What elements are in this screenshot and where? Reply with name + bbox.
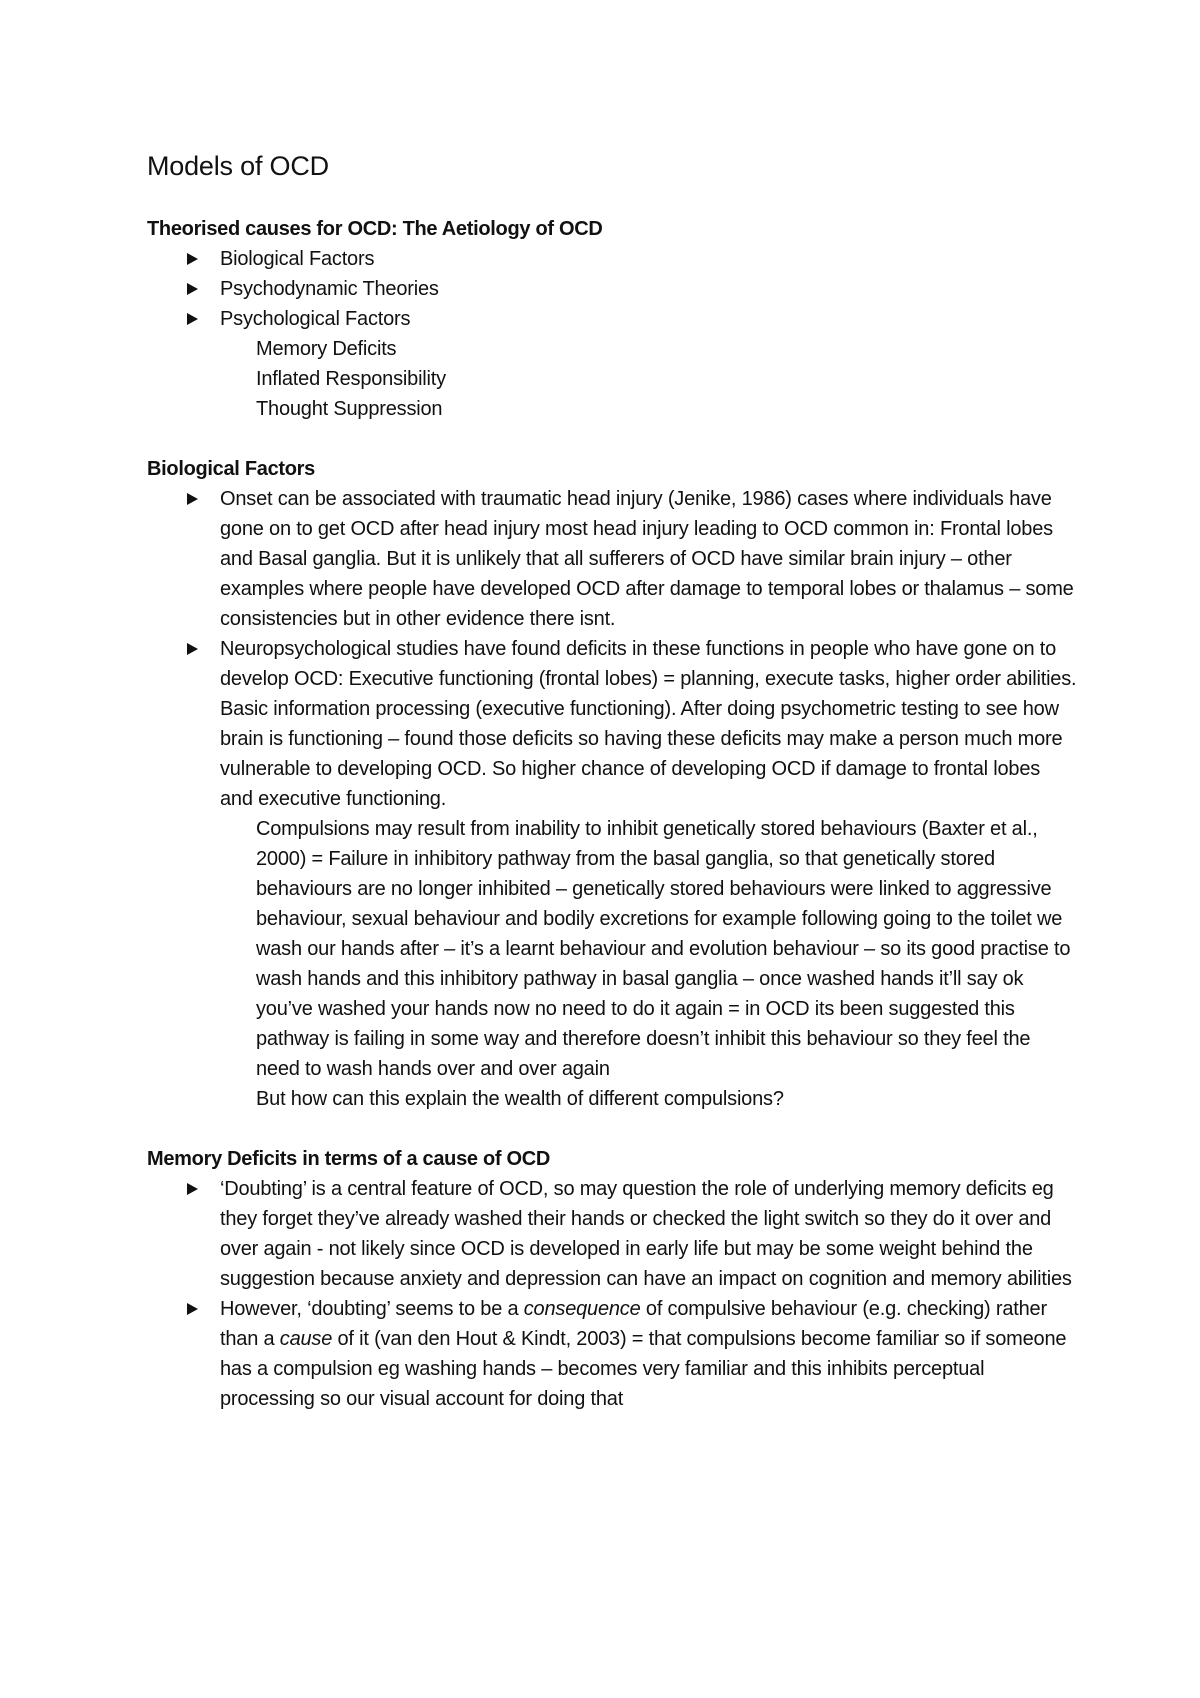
memory-heading: Memory Deficits in terms of a cause of OCD bbox=[147, 1148, 551, 1170]
aetiology-section bbox=[147, 214, 1077, 424]
list-item-text: Biological Factors bbox=[220, 248, 375, 270]
aetiology-heading: Theorised causes for OCD: The Aetiology of OCD bbox=[147, 218, 603, 240]
list-item bbox=[147, 1294, 1077, 1414]
list-item-text: Onset can be associated with traumatic head injury (Jenike, 1986) cases where individuals have gone on to get OCD after head injury most head injury leading to OCD common in: Frontal lobes and Basal ganglia. But it is unlikely that all sufferers of OCD have similar brain injury – other examples where people have developed OCD after damage to temporal lobes or thalamus – some consistencies but in other evidence there isnt. bbox=[220, 488, 1074, 630]
list-item bbox=[147, 1174, 1077, 1294]
sub-item: Thought Suppression bbox=[256, 398, 443, 420]
list-item bbox=[147, 634, 1077, 814]
list-item bbox=[147, 274, 1077, 304]
page-title: Models of OCD bbox=[147, 151, 329, 181]
arrow-bullet-icon bbox=[187, 304, 201, 334]
arrow-bullet-icon bbox=[187, 274, 201, 304]
list-item-text bbox=[220, 1298, 1066, 1410]
list-item-text: Psychodynamic Theories bbox=[220, 278, 439, 300]
emphasis-text: cause bbox=[279, 1328, 333, 1350]
arrow-bullet-icon bbox=[187, 244, 201, 274]
biological-section bbox=[147, 454, 1077, 1114]
text-run: However, ‘doubting’ seems to be a bbox=[220, 1298, 524, 1320]
sub-paragraph: But how can this explain the wealth of different compulsions? bbox=[256, 1088, 784, 1110]
list-item-text: ‘Doubting’ is a central feature of OCD, so may question the role of underlying memory deficits eg they forget they’ve already washed their hands or checked the light switch so they do it over and over again - not likely since OCD is developed in early life but may be some weight behind the suggestion because anxiety and depression can have an impact on cognition and memory abilities bbox=[220, 1178, 1072, 1290]
text-run: of compulsive behaviour (e.g. checking) rather than a bbox=[220, 1298, 1047, 1350]
document-page bbox=[147, 148, 1077, 1414]
sub-item: Memory Deficits bbox=[256, 338, 397, 360]
sub-paragraph: Compulsions may result from inability to inhibit genetically stored behaviours (Baxter et al., 2000) = Failure in inhibitory pathway from the basal ganglia, so that genetically stored behaviours are no longer inhibited – genetically stored behaviours were linked to aggressive behaviour, sexual behaviour and bodily excretions for example following going to the toilet we wash our hands after – it’s a learnt behaviour and evolution behaviour – so its good practise to wash hands and this inhibitory pathway in basal ganglia – once washed hands it’ll say ok you’ve washed your hands now no need to do it again = in OCD its been suggested this pathway is failing in some way and therefore doesn’t inhibit this behaviour so they feel the need to wash hands over and over again bbox=[256, 818, 1071, 1080]
list-item bbox=[147, 304, 1077, 334]
biological-heading: Biological Factors bbox=[147, 458, 315, 480]
list-item-text: Neuropsychological studies have found deficits in these functions in people who have gone on to develop OCD: Executive functioning (frontal lobes) = planning, execute tasks, higher order abilities. Basic information processing (executive functioning). After doing psychometric testing to see how brain is functioning – found those deficits so having these deficits may make a person much more vulnerable to developing OCD. So higher chance of developing OCD if damage to frontal lobes and executive functioning. bbox=[220, 638, 1077, 810]
emphasis-text: consequence bbox=[523, 1298, 641, 1320]
list-item bbox=[147, 244, 1077, 274]
memory-list bbox=[147, 1174, 1077, 1414]
text-run: of it (van den Hout & Kindt, 2003) = that compulsions become familiar so if someone has a compulsion eg washing hands – becomes very familiar and this inhibits perceptual processing so our visual account for doing that bbox=[220, 1328, 1067, 1410]
section-spacer bbox=[147, 1114, 1077, 1144]
biological-list bbox=[147, 484, 1077, 814]
list-item-text: Psychological Factors bbox=[220, 308, 411, 330]
arrow-bullet-icon bbox=[187, 1294, 201, 1324]
aetiology-list bbox=[147, 244, 1077, 334]
list-item bbox=[147, 484, 1077, 634]
arrow-bullet-icon bbox=[187, 1174, 201, 1204]
section-spacer bbox=[147, 424, 1077, 454]
arrow-bullet-icon bbox=[187, 634, 201, 664]
sub-item: Inflated Responsibility bbox=[256, 368, 446, 390]
memory-section bbox=[147, 1144, 1077, 1414]
arrow-bullet-icon bbox=[187, 484, 201, 514]
